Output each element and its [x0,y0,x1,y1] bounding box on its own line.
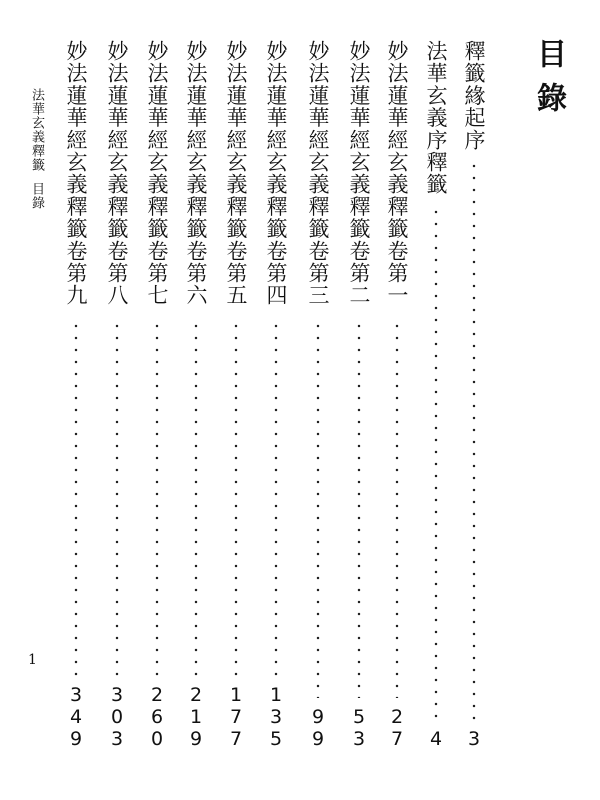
toc-page-number: 2 6 0 [150,684,164,750]
toc-entry-title: 妙法蓮華經玄義釋籤卷第一 [385,40,409,307]
toc-entry-title: 釋籤緣起序 [462,40,486,151]
page-title: 目錄 [531,38,566,126]
folio-number: 1 [28,652,37,668]
toc-page-number: 2 1 9 [189,684,203,750]
toc-entry-title: 妙法蓮華經玄義釋籤卷第六 [184,40,208,307]
toc-page-number: 1 3 5 [269,684,283,750]
leader-dots [191,320,201,676]
leader-dots [354,320,364,698]
toc-page-number: 3 0 3 [110,684,124,750]
toc-page-number: 9 9 [311,706,325,750]
toc-entry-title: 法華玄義序釋籤 [424,40,448,196]
toc-page-number: 2 7 [390,706,404,750]
leader-dots [71,320,81,676]
toc-page-number: 4 [429,728,443,750]
leader-dots [469,160,479,720]
toc-entry[interactable] [419,40,453,760]
leader-dots [112,320,122,676]
header-section: 目錄 [29,182,44,210]
toc-entry[interactable] [140,40,174,760]
toc-entry-title: 妙法蓮華經玄義釋籤卷第三 [306,40,330,307]
toc-page-number: 3 4 9 [69,684,83,750]
toc-entry[interactable] [219,40,253,760]
toc-page-number: 5 3 [352,706,366,750]
toc-entry[interactable] [100,40,134,760]
toc-entry[interactable] [259,40,293,760]
toc-page-number: 1 7 7 [229,684,243,750]
toc-entry-title: 妙法蓮華經玄義釋籤卷第九 [64,40,88,307]
toc-page-number: 3 [467,728,481,750]
toc-entry[interactable] [380,40,414,760]
leader-dots [392,320,402,698]
toc-entry-title: 妙法蓮華經玄義釋籤卷第七 [145,40,169,307]
toc-entry-title: 妙法蓮華經玄義釋籤卷第五 [224,40,248,307]
leader-dots [231,320,241,676]
toc-entry[interactable] [457,40,491,760]
leader-dots [152,320,162,676]
toc-entry-title: 妙法蓮華經玄義釋籤卷第八 [105,40,129,307]
toc-entry[interactable] [301,40,335,760]
toc-entry-title: 妙法蓮華經玄義釋籤卷第二 [347,40,371,307]
running-header [26,88,46,210]
leader-dots [271,320,281,676]
header-book-title: 法華玄義釋籤 [29,88,44,172]
toc-entry[interactable] [59,40,93,760]
leader-dots [313,320,323,698]
toc-entry[interactable] [179,40,213,760]
toc-entry-title: 妙法蓮華經玄義釋籤卷第四 [264,40,288,307]
toc-entry[interactable] [342,40,376,760]
leader-dots [431,206,441,720]
